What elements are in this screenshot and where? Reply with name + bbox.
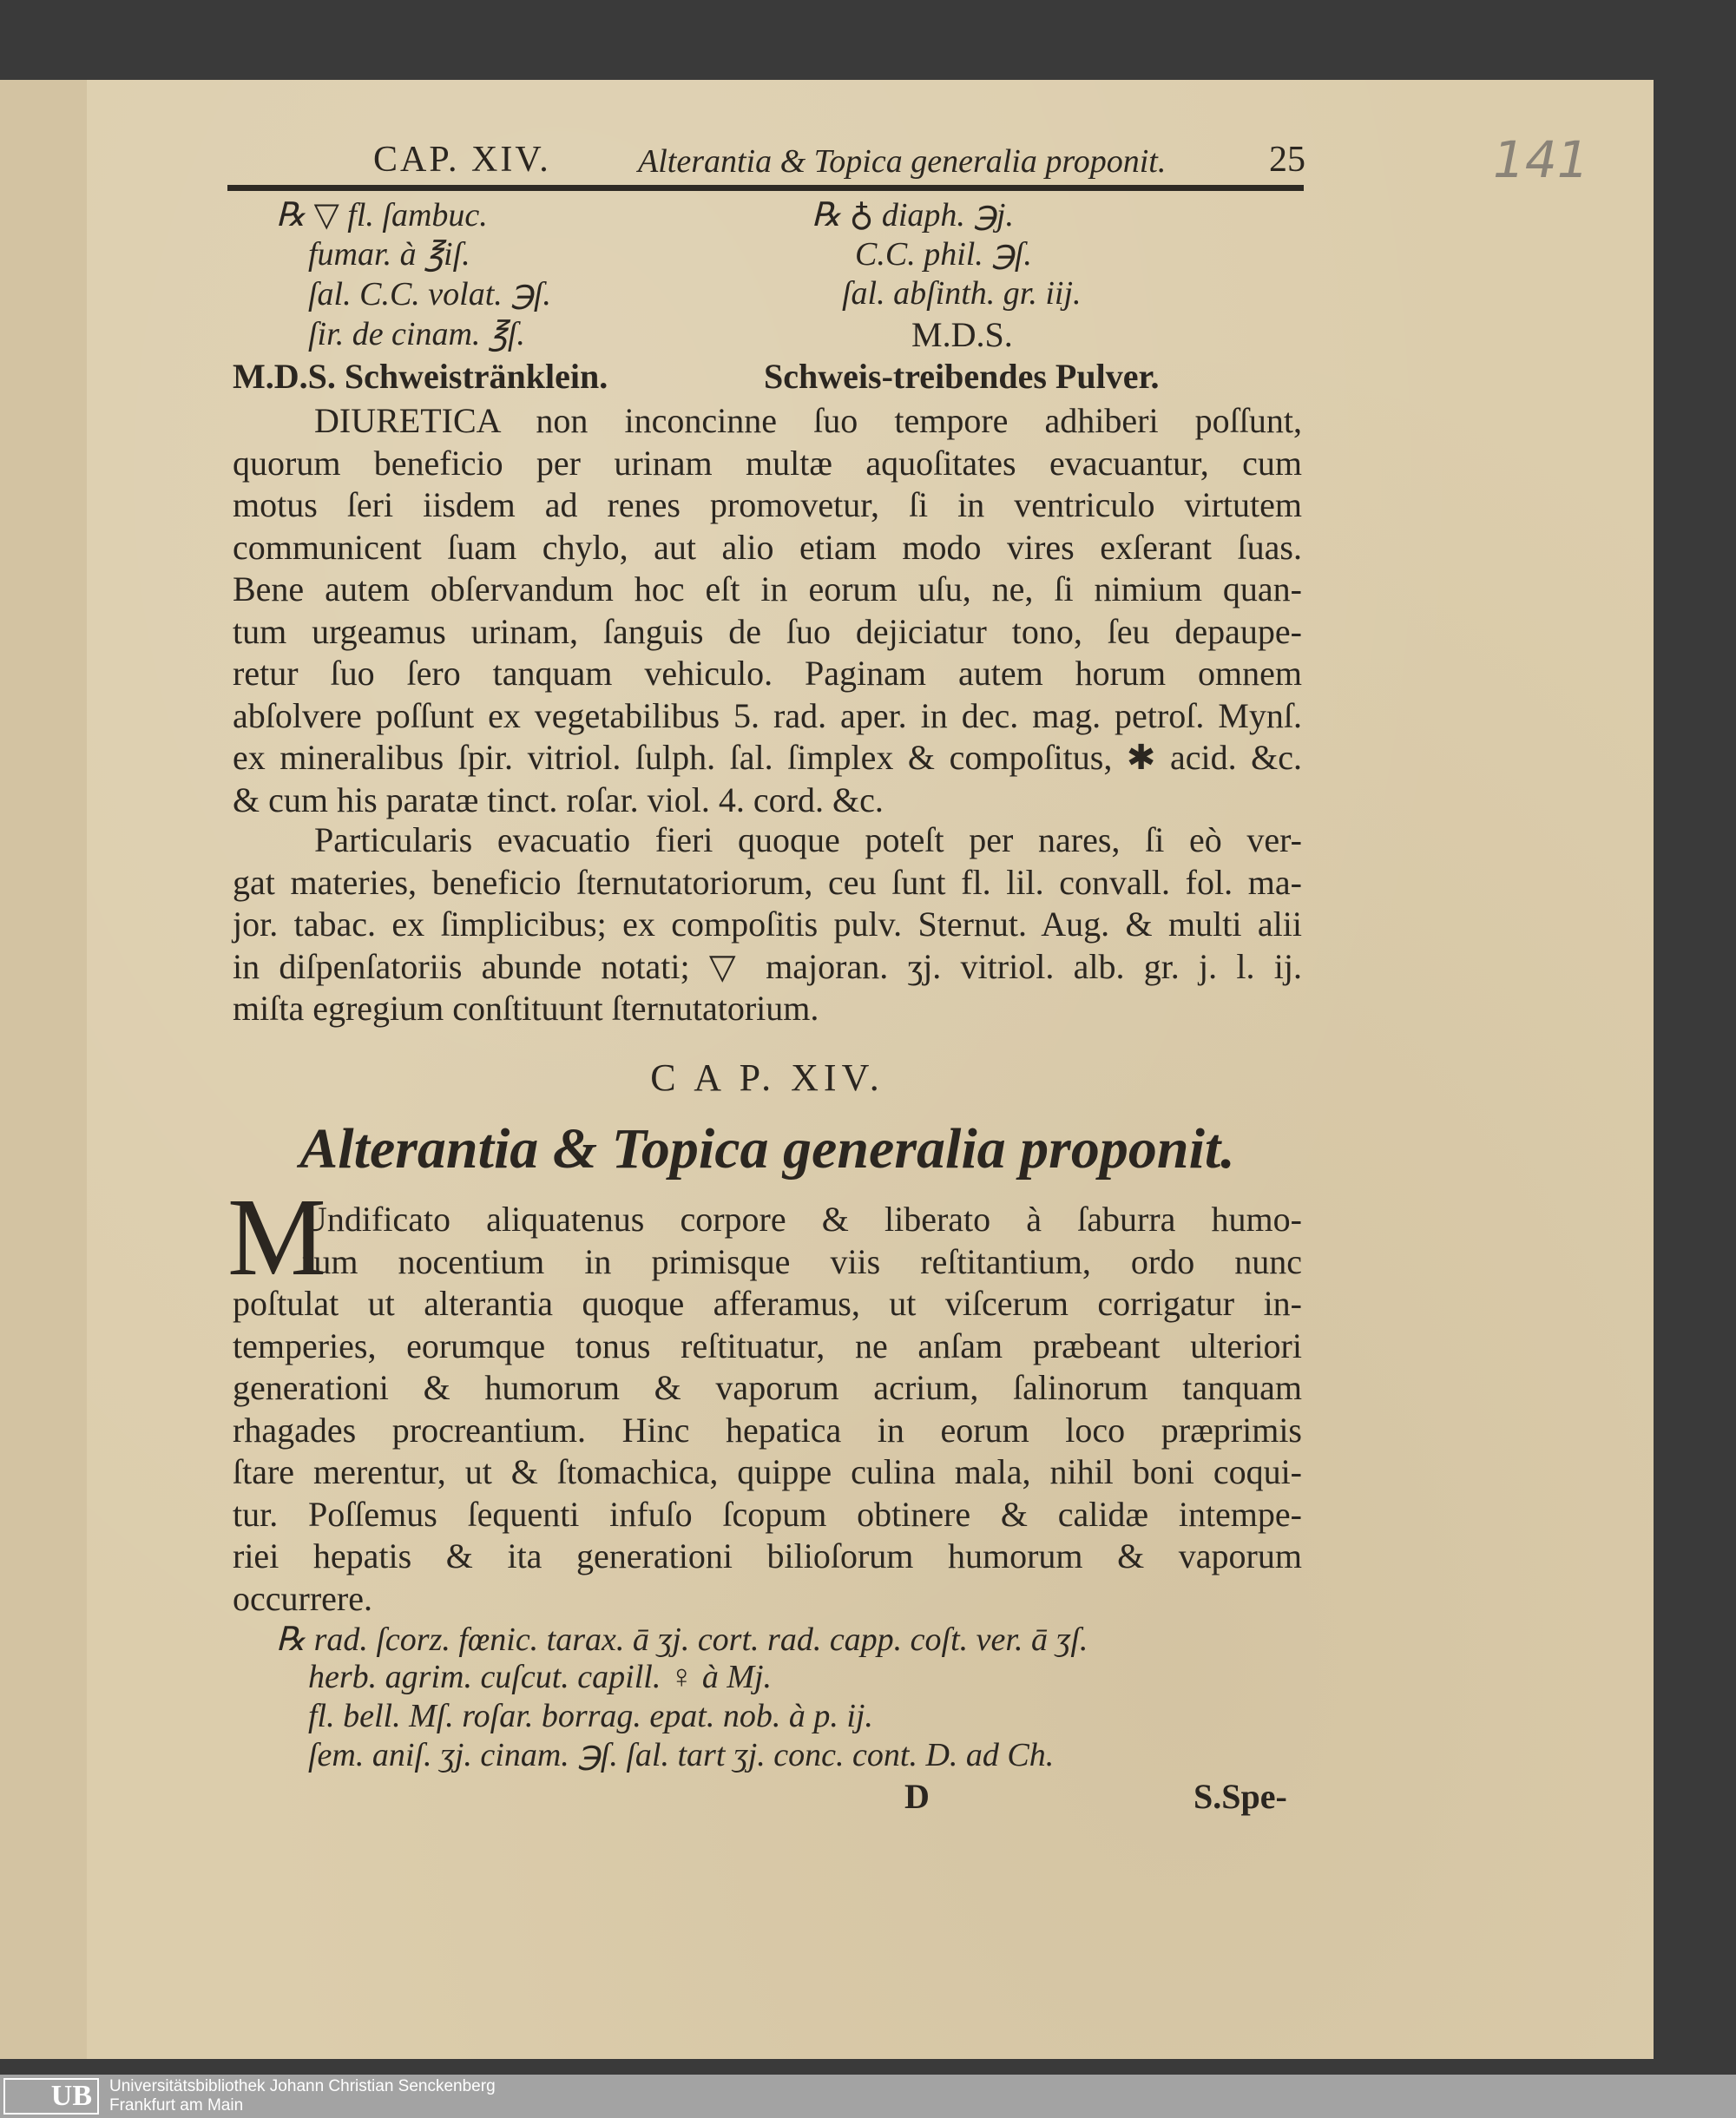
particularis-line: in diſpenſatoriis abunde notati; ▽ majoran. ʒj. vitriol. alb. gr. j. l. ij. [233,946,1302,986]
recipe-bottom-line: ſem. aniſ. ʒj. cinam. ℈ſ. ſal. tart ʒj. conc. cont. D. ad Ch. [308,1737,1055,1773]
recipe-left-line: ſir. de cinam. ℥ſ. [308,316,525,352]
recipe-right-line: ℞ ♁ diaph. ℈j. [812,197,1014,234]
catchword: S.Spe- [1194,1777,1287,1816]
diuretica-line: ex mineralibus ſpir. vitriol. ſulph. ſal. ſimplex & compoſitus, ✱ acid. &c. [233,738,1302,777]
mundificato-line: generationi & humorum & vaporum acrium, ſalinorum tanquam [233,1368,1302,1407]
running-header-title: Alterantia & Topica generalia proponit. [638,143,1167,180]
recipe-bottom-line: ℞ rad. ſcorz. fœnic. tarax. ā ʒj. cort. rad. capp. coſt. ver. ā ʒſ. [276,1621,1088,1658]
mundificato-line: poſtulat ut alterantia quoque afferamus, ut viſcerum corrigatur in- [233,1284,1302,1323]
mundificato-line: Undificato aliquatenus corpore & liberato à ſaburra humo- [302,1200,1302,1239]
diuretica-line: motus ſeri iisdem ad renes promovetur, ſi in ventriculo virtutem [233,485,1302,524]
mundificato-line: tur. Poſſemus ſequenti infuſo ſcopum obtinere & calidæ intempe- [233,1494,1302,1534]
diuretica-line: retur ſuo ſero tanquam vehiculo. Paginam autem horum omnem [233,654,1302,693]
diuretica-line: communicent ſuam chylo, aut alio etiam modo vires exſerant ſuas. [233,527,1302,567]
recipe-right-line: Schweis-treibendes Pulver. [764,357,1160,396]
particularis-line: miſta egregium conſtituunt ſternutatorium. [233,989,819,1028]
recipe-left-line: ſal. C.C. volat. ℈ſ. [308,276,551,312]
recipe-right-line: M.D.S. [911,315,1013,354]
diuretica-line: quorum beneficio per urinam multæ aquoſitates evacuantur, cum [233,443,1302,483]
library-footer [0,2075,1736,2118]
diuretica-line: abſolvere poſſunt ex vegetabilibus 5. rad. aper. in dec. mag. petroſ. Mynſ. [233,695,1302,735]
signature-mark: D [904,1777,930,1816]
recipe-right-line: ſal. abſinth. gr. iij. [842,275,1082,312]
library-name: Universitätsbibliothek Johann Christian Senckenberg [109,2077,496,2095]
chapter-title: Alterantia & Topica generalia proponit. [299,1117,1235,1181]
mundificato-line: occurrere. [233,1578,372,1618]
mundificato-line: rhagades procreantium. Hinc hepatica in eorum loco præprimis [233,1410,1302,1450]
recipe-left-line: ℞ ▽ fl. ſambuc. [276,197,488,234]
page-number: 25 [1269,140,1305,180]
recipe-left-line: M.D.S. Schweistränklein. [233,357,608,396]
diuretica-line: Bene autem obſervandum hoc eſt in eorum uſu, ne, ſi nimium quan- [233,569,1302,608]
previous-page-edge [0,80,89,2059]
library-city: Frankfurt am Main [109,2096,244,2115]
diuretica-line: tum urgeamus urinam, ſanguis de ſuo dejiciatur tono, ſeu depaupe- [233,611,1302,651]
recipe-right-line: C.C. phil. ℈ſ. [855,236,1032,273]
header-rule [227,185,1304,191]
diuretica-line: DIURETICA non inconcinne ſuo tempore adhiberi poſſunt, [314,401,1302,440]
particularis-line: jor. tabac. ex ſimplicibus; ex compoſitis pulv. Sternut. Aug. & multi alii [233,904,1302,944]
handwritten-folio-number: 141 [1493,130,1589,189]
particularis-line: Particularis evacuatio fieri quoque poteſt per nares, ſi eò ver- [314,820,1302,859]
recipe-bottom-line: fl. bell. Mſ. roſar. borrag. epat. nob. à p. ij. [308,1698,873,1734]
recipe-left-line: fumar. à ℥iſ. [308,236,470,273]
drop-cap: M [227,1175,326,1299]
mundificato-line: temperies, eorumque tonus reſtituatur, ne anſam præbeant ulteriori [233,1325,1302,1365]
running-header-chapter: CAP. XIV. [373,140,551,180]
mundificato-line: riei hepatis & ita generationi bilioſorum humorum & vaporum [233,1536,1302,1575]
mundificato-line: ſtare merentur, ut & ſtomachica, quippe culina mala, nihil boni coqui- [233,1452,1302,1491]
mundificato-line: rum nocentium in primisque viis reſtitantium, ordo nunc [302,1241,1302,1281]
particularis-line: gat materies, beneficio ſternutatoriorum, ceu ſunt fl. lil. convall. fol. ma- [233,862,1302,902]
chapter-number: C A P. XIV. [650,1056,884,1099]
library-logo: UB [3,2078,99,2115]
diuretica-line: & cum his paratæ tinct. roſar. viol. 4. cord. &c. [233,779,884,819]
recipe-bottom-line: herb. agrim. cuſcut. capill. ♀ à Mj. [308,1659,773,1695]
